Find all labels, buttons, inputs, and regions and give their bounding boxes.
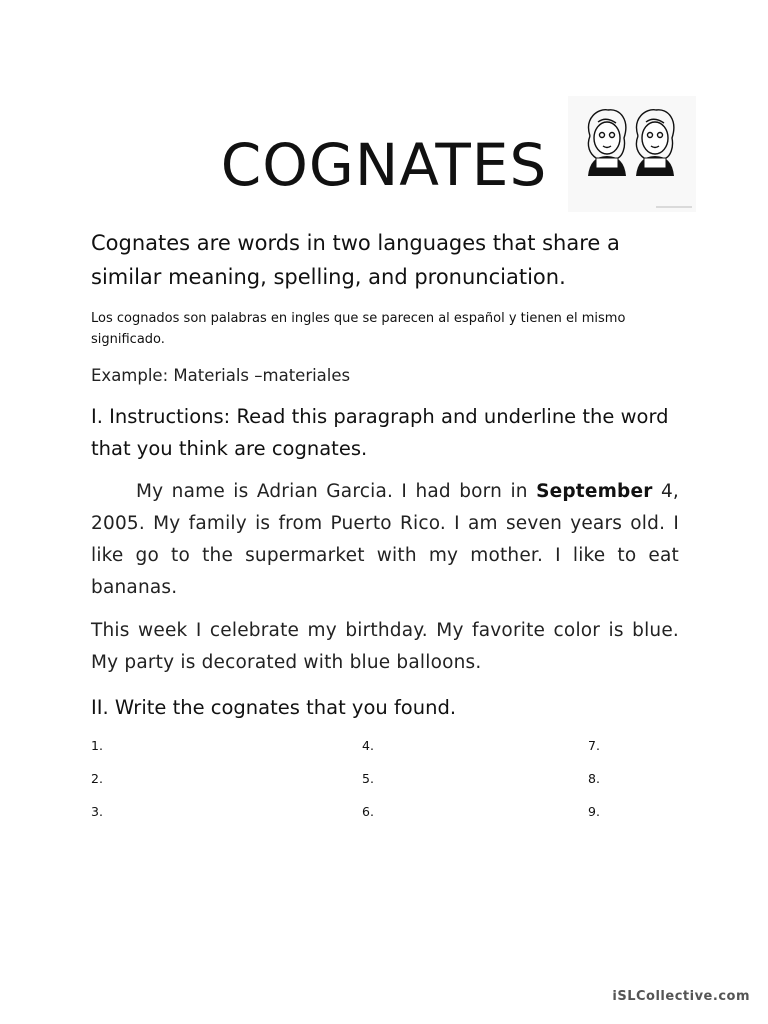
answer-number: 9. <box>588 804 600 819</box>
example-line: Example: Materials –materiales <box>91 366 351 385</box>
section1-heading: I. Instructions: Read this paragraph and underline the word that you think are cognates. <box>91 405 669 460</box>
answer-number: 1. <box>91 738 103 753</box>
answer-number: 6. <box>362 804 374 819</box>
section2-heading: II. Write the cognates that you found. <box>91 696 457 719</box>
reading-paragraph-2: This week I celebrate my birthday. My favorite color is blue. My party is decorated with blue balloons. <box>91 620 679 673</box>
paragraph-1-text-a: My name is Adrian Garcia. I had born in <box>136 481 537 502</box>
two-girls-clipart-icon <box>568 96 696 212</box>
paragraph-1-text-b: 4, 2005. My family is from Puerto Rico. I am seven years old. I like go to the supermarket with my mother. I like to eat bananas. <box>91 481 679 598</box>
answer-number: 3. <box>91 804 103 819</box>
intro-english: Cognates are words in two languages that share a similar meaning, spelling, and pronunciation. <box>91 231 620 289</box>
answer-number: 5. <box>362 771 374 786</box>
paragraph-1-bold-word: September <box>536 481 653 502</box>
page-title: COGNATES <box>220 131 548 199</box>
intro-spanish: Los cognados son palabras en ingles que se parecen al español y tienen el mismo significado. <box>91 311 626 347</box>
site-watermark: iSLCollective.com <box>612 989 750 1004</box>
reading-paragraph-1 <box>91 476 679 604</box>
answer-number: 7. <box>588 738 600 753</box>
answer-number: 4. <box>362 738 374 753</box>
answer-number: 2. <box>91 771 103 786</box>
answer-number: 8. <box>588 771 600 786</box>
